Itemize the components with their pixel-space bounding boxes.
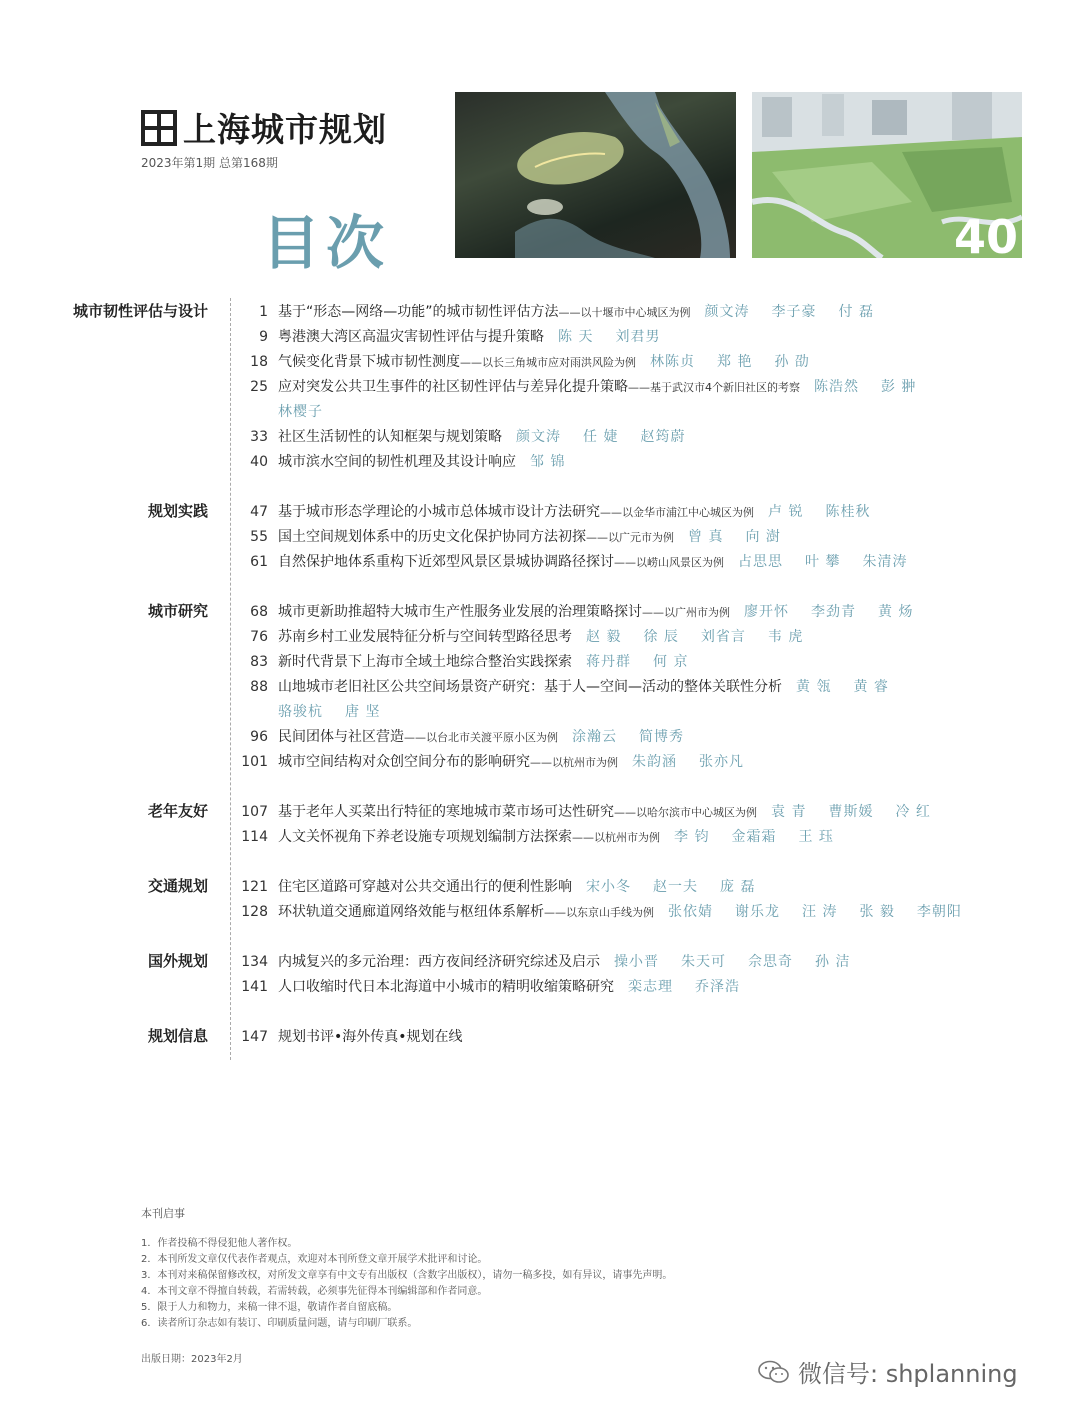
author-name: 陈 天 [558, 329, 594, 345]
contents-heading: 目次 [262, 209, 391, 277]
author-name: 颜文涛 [516, 429, 561, 445]
author-name: 张 毅 [859, 904, 895, 920]
author-name: 骆骏杭 [278, 704, 323, 720]
article-authors [558, 329, 682, 345]
author-name: 付 磊 [838, 304, 874, 320]
author-name: 朱清涛 [862, 554, 908, 570]
article-title-line [278, 950, 872, 974]
author-name: 向 澍 [745, 529, 781, 545]
article-subtitle: ——基于武汉市4个新旧社区的考察 [628, 381, 800, 394]
author-name: 徐 辰 [643, 629, 679, 645]
author-name: 林樱子 [278, 404, 323, 420]
article-authors [614, 954, 872, 970]
article-title: 应对突发公共卫生事件的社区韧性评估与差异化提升策略 [278, 379, 628, 395]
author-name: 卢 锐 [768, 504, 804, 520]
section-heading: 国外规划 [147, 952, 208, 970]
notice-block [141, 1206, 672, 1332]
author-name: 谢乐龙 [735, 904, 780, 920]
article-authors [668, 904, 984, 920]
article-title-line [278, 750, 766, 775]
notice-item: 6．读者所订杂志如有装订、印刷质量问题，请与印刷厂联系。 [141, 1318, 418, 1329]
article-subtitle: ——以金华市浦江中心城区为例 [600, 506, 754, 519]
page-number: 1 [259, 304, 268, 320]
article-title: 人文关怀视角下养老设施专项规划编制方法探索 [278, 829, 572, 845]
author-name: 曾 真 [688, 529, 724, 545]
section-heading: 规划信息 [147, 1027, 208, 1045]
article-title: 新时代背景下上海市全域土地综合整治实践探索 [278, 654, 572, 670]
author-name: 简博秀 [639, 729, 684, 745]
publication-date: 出版日期：2023年2月 [141, 1354, 243, 1365]
author-name: 汪 涛 [802, 904, 838, 920]
article-title-line [278, 825, 856, 850]
article-authors [572, 729, 706, 745]
article-authors [650, 354, 832, 370]
author-name: 赵一夫 [653, 879, 698, 895]
article-subtitle: ——以十堰市中心城区为例 [558, 306, 691, 319]
notice-title: 本刊启事 [141, 1207, 185, 1220]
article-authors [768, 504, 892, 520]
article-authors [771, 804, 953, 820]
wechat-icon [758, 1360, 790, 1384]
article-authors-continued [278, 700, 402, 724]
article-title-line [278, 425, 707, 449]
article-title-line [278, 625, 825, 649]
author-name: 朱天可 [681, 954, 726, 970]
article-title: 住宅区道路可穿越对公共交通出行的便利性影响 [278, 879, 572, 895]
article-title-line [278, 525, 803, 550]
author-name: 任 婕 [583, 429, 619, 445]
article-subtitle: ——以东京山手线为例 [544, 906, 654, 919]
article-title-line [278, 450, 587, 474]
author-name: 孙 洁 [815, 954, 851, 970]
article-authors [632, 754, 766, 770]
article-authors [738, 554, 929, 570]
wechat-watermark [758, 1354, 1018, 1389]
article-title-line [278, 500, 892, 525]
article-title-line [278, 600, 935, 625]
author-name: 栾志理 [628, 979, 673, 995]
journal-title: 上海城市规划 [183, 110, 387, 149]
article-title: 基于老年人买菜出行特征的寒地城市菜市场可达性研究 [278, 804, 614, 820]
author-name: 占思思 [738, 554, 783, 570]
article-title: 国土空间规划体系中的历史文化保护协同方法初探 [278, 529, 586, 545]
page-number: 61 [250, 554, 268, 570]
article-title: 苏南乡村工业发展特征分析与空间转型路径思考 [278, 629, 572, 645]
page-number: 76 [250, 629, 268, 645]
author-name: 乔泽浩 [695, 979, 740, 995]
article-title: 民间团体与社区营造 [278, 729, 404, 745]
section-heading: 老年友好 [147, 802, 208, 820]
article-subtitle: ——以长三角城市应对雨洪风险为例 [460, 356, 636, 369]
page-number: 147 [241, 1029, 268, 1045]
author-name: 张亦凡 [699, 754, 744, 770]
author-name: 张依婧 [668, 904, 713, 920]
article-subtitle: ——以崂山风景区为例 [614, 556, 724, 569]
section-heading: 交通规划 [147, 877, 208, 895]
article-title: 城市空间结构对众创空间分布的影响研究 [278, 754, 530, 770]
author-name: 廖开怀 [744, 604, 789, 620]
page-number: 9 [259, 329, 268, 345]
author-name: 陈桂秋 [825, 504, 871, 520]
article-authors [674, 829, 856, 845]
author-name: 袁 青 [771, 804, 807, 820]
article-title: 自然保护地体系重构下近郊型风景区景城协调路径探讨 [278, 554, 614, 570]
logo-row [141, 104, 441, 151]
article-title-line [278, 800, 953, 825]
article-title-line [278, 975, 762, 999]
page-number: 25 [250, 379, 268, 395]
article-authors [688, 529, 803, 545]
article-authors [796, 679, 911, 695]
author-name: 金霜霜 [731, 829, 777, 845]
author-name: 赵筠蔚 [640, 429, 686, 445]
3d-model-image [752, 92, 1022, 258]
article-title-line [278, 675, 911, 699]
section-heading: 城市研究 [147, 602, 208, 620]
author-name: 朱韵涵 [632, 754, 677, 770]
page-number: 128 [241, 904, 268, 920]
article-title-line [278, 350, 832, 375]
article-subtitle: ——以杭州市为例 [572, 831, 660, 844]
article-title-line [278, 725, 706, 750]
article-subtitle: ——以台北市关渡平原小区为例 [404, 731, 558, 744]
author-name: 黄 睿 [853, 679, 889, 695]
author-name: 庞 磊 [720, 879, 756, 895]
author-name: 何 京 [653, 654, 689, 670]
article-title: 基于城市形态学理论的小城市总体城市设计方法研究 [278, 504, 600, 520]
author-name: 李子豪 [771, 304, 817, 320]
article-subtitle: ——以广州市为例 [642, 606, 730, 619]
page-number: 33 [250, 429, 268, 445]
page-number: 114 [241, 829, 268, 845]
notice-item: 1．作者投稿不得侵犯他人著作权。 [141, 1238, 298, 1249]
article-authors [586, 879, 777, 895]
author-name: 蒋丹群 [586, 654, 631, 670]
page-number: 141 [241, 979, 268, 995]
page-number: 88 [250, 679, 268, 695]
article-title: 基于“形态—网络—功能”的城市韧性评估方法 [278, 304, 559, 320]
author-name: 叶 攀 [805, 554, 841, 570]
author-name: 李 钧 [674, 829, 710, 845]
page-number: 47 [250, 504, 268, 520]
article-authors [814, 379, 938, 395]
article-subtitle: ——以杭州市为例 [530, 756, 618, 769]
author-name: 彭 翀 [881, 379, 917, 395]
page-number: 121 [241, 879, 268, 895]
notice-item: 4．本刊文章不得擅自转载，若需转载，必须事先征得本刊编辑部和作者同意。 [141, 1286, 488, 1297]
article-title-line [278, 375, 938, 400]
article-title: 城市更新助推超特大城市生产性服务业发展的治理策略探讨 [278, 604, 642, 620]
author-name: 韦 虎 [767, 629, 804, 645]
article-authors [516, 429, 707, 445]
page-number: 55 [250, 529, 268, 545]
section-heading: 城市韧性评估与设计 [72, 302, 208, 320]
article-authors [705, 304, 896, 320]
article-title-line [278, 1025, 477, 1049]
author-name: 黄 炀 [878, 604, 914, 620]
article-title-line [278, 300, 896, 325]
author-name: 林陈贞 [650, 354, 695, 370]
article-title: 山地城市老旧社区公共空间场景资产研究：基于人—空间—活动的整体关联性分析 [278, 679, 782, 695]
article-subtitle: ——以广元市为例 [586, 531, 674, 544]
article-title-line [278, 550, 929, 575]
author-name: 操小晋 [614, 954, 659, 970]
page-number: 101 [241, 754, 268, 770]
article-title: 气候变化背景下城市韧性测度 [278, 354, 460, 370]
article-authors-continued [278, 400, 345, 424]
author-name: 刘省言 [700, 629, 746, 645]
author-name: 涂瀚云 [572, 729, 617, 745]
page-number: 68 [250, 604, 268, 620]
author-name: 冷 红 [895, 804, 931, 820]
notice-item: 5．限于人力和物力，来稿一律不退，敬请作者自留底稿。 [141, 1302, 398, 1313]
author-name: 宋小冬 [586, 879, 631, 895]
author-name: 曹斯媛 [828, 804, 874, 820]
masthead [141, 104, 441, 171]
issue-number: 2023年第1期 总第168期 [141, 156, 278, 170]
cover-page-badge: 40 [953, 210, 1018, 258]
author-name: 王 珏 [798, 829, 834, 845]
article-title: 城市滨水空间的韧性机理及其设计响应 [278, 454, 516, 470]
aerial-river-image [455, 92, 736, 258]
author-name: 唐 坚 [345, 704, 381, 720]
article-title: 环状轨道交通廊道网络效能与枢纽体系解析 [278, 904, 544, 920]
page-number: 134 [241, 954, 268, 970]
author-name: 邹 锦 [530, 454, 566, 470]
author-name: 佘思奇 [748, 954, 793, 970]
article-title-line [278, 900, 984, 925]
author-name: 黄 瓴 [796, 679, 832, 695]
author-name: 颜文涛 [704, 304, 750, 320]
article-authors [586, 654, 710, 670]
page-number: 83 [250, 654, 268, 670]
author-name: 孙 劭 [774, 354, 810, 370]
journal-logo-icon [141, 110, 177, 146]
page-number: 18 [250, 354, 268, 370]
article-authors [586, 629, 825, 645]
author-name: 郑 艳 [717, 354, 753, 370]
author-name: 李朝阳 [916, 904, 962, 920]
author-name: 赵 毅 [586, 629, 622, 645]
section-heading: 规划实践 [147, 502, 208, 520]
wechat-id: 微信号: shplanning [798, 1360, 1018, 1388]
article-title: 人口收缩时代日本北海道中小城市的精明收缩策略研究 [278, 979, 614, 995]
article-title-line [278, 650, 710, 674]
article-authors [744, 604, 935, 620]
article-title-line [278, 325, 682, 349]
page-number: 40 [250, 454, 268, 470]
article-title-line [278, 875, 777, 899]
article-subtitle: ——以哈尔滨市中心城区为例 [614, 806, 757, 819]
article-title: 规划书评•海外传真•规划在线 [278, 1029, 463, 1045]
author-name: 刘君男 [615, 329, 661, 345]
author-name: 李劲青 [811, 604, 856, 620]
notice-item: 3．本刊对来稿保留修改权，对所发文章享有中文专有出版权（含数字出版权），请勿一稿多投，如有异议，请事先声明。 [141, 1270, 673, 1281]
notice-item: 2．本刊所发文章仅代表作者观点，欢迎对本刊所登文章开展学术批评和讨论。 [141, 1254, 488, 1265]
article-authors [628, 979, 762, 995]
author-name: 陈浩然 [814, 379, 859, 395]
article-title: 粤港澳大湾区高温灾害韧性评估与提升策略 [278, 329, 544, 345]
page-number: 96 [250, 729, 268, 745]
article-authors [530, 454, 587, 470]
article-title: 社区生活韧性的认知框架与规划策略 [278, 429, 502, 445]
article-title: 内城复兴的多元治理：西方夜间经济研究综述及启示 [278, 954, 600, 970]
page-number: 107 [241, 804, 268, 820]
